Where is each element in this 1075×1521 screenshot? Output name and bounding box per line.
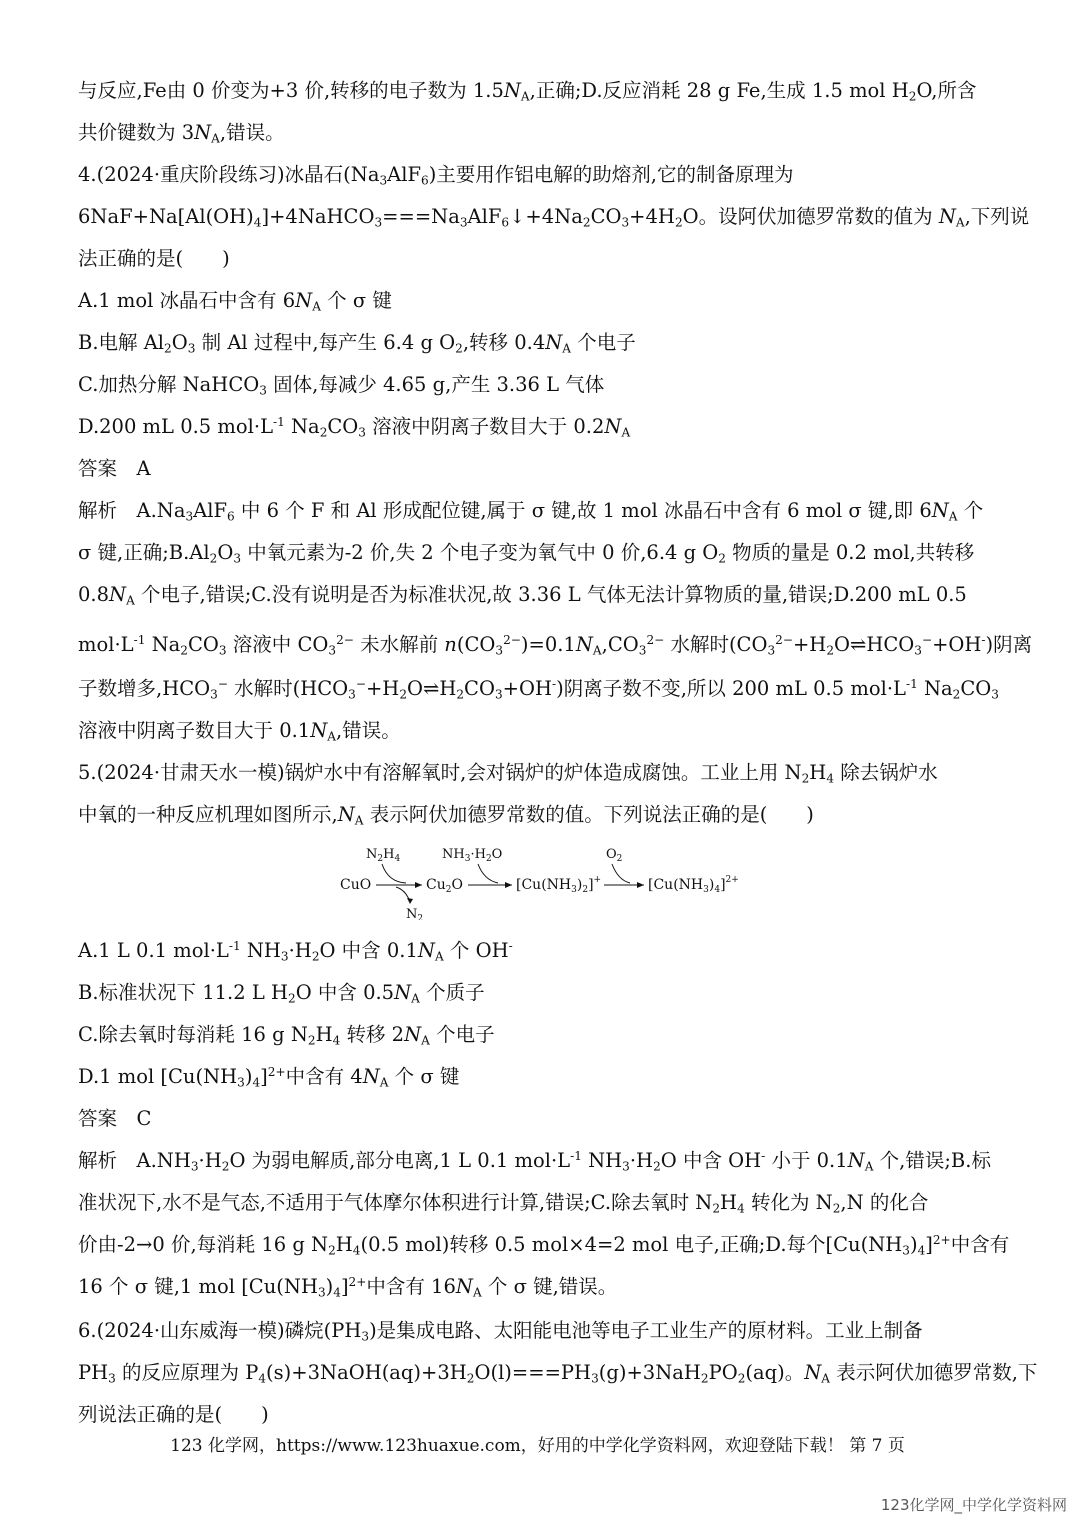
arrow-head-3 [637,882,644,888]
text-line: D.1 mol $[Cu(NH_3)_4]^{2+}$中含有 $4N_A$ 个 σ 键 [78,1064,460,1090]
text-line: 共价键数为 $3N_A$,错误。 [78,121,285,146]
text-line: 答案 C [78,1107,152,1130]
diagram-cu2o: $Cu_2O$ [426,877,463,895]
diagram-cu-nh3-2: $[Cu(NH_3)_2]^+$ [516,875,602,895]
text-line: $mol\cdot L^{-1}$ $Na_2CO_3$ 溶液中 $CO_3^{2-}$ 未水解前 $n(CO_3^{2-})=0.1N_A,CO_3^{2-}$ 水解时$(CO_3^{2-}+H_2O\rightleftharpoons HCO_3^-+OH^-)$阴离 [78,632,1033,658]
diagram-n2h4: $N_2H_4$ [366,847,401,864]
site-watermark: 123化学网_中学化学资料网 [880,1496,1067,1514]
curve-o2-in [612,864,630,883]
text-line: 法正确的是( ) [78,247,230,270]
text-line: C.除去氧时每消耗 16 g $N_2H_4$ 转移 $2N_A$ 个电子 [78,1023,495,1048]
diagram-nh3-h2o: $NH_3\cdot H_2O$ [442,847,503,864]
text-line: 中氧的一种反应机理如图所示$,N_A$ 表示阿伏加德罗常数的值。下列说法正确的是( ) [78,803,814,828]
curve-n2h4-in [382,864,406,883]
text-line: 16 个 σ 键,1 mol $[Cu(NH_3)_4]^{2+}$中含有 $16N_A$ 个 σ 键,错误。 [78,1274,618,1300]
text-line: $6NaF+Na[Al(OH)_4]+4NaHCO_3===Na_3AlF_6↓+4Na_2CO_3+4H_2O$。设阿伏加德罗常数的值为 $N_A$,下列说 [78,205,1030,230]
curve-nh3-in [478,864,498,883]
reaction-mechanism-diagram [330,838,750,920]
curve-head-n2 [407,898,413,904]
text-line: 答案 A [78,457,151,480]
diagram-o2: $O_2$ [606,847,623,864]
arrow-head-1 [415,882,422,888]
text-line: 价由-2→0 价,每消耗 16 g $N_2H_4(0.5$ mol)转移 0.5 mol×4=2 mol 电子,正确;D.每个$[Cu(NH_3)_4]^{2+}$中含有 [78,1232,1010,1258]
diagram-n2: $N_2$ [406,907,424,920]
text-line: 子数增多$,HCO_3^-$ 水解时$(HCO_3^-+H_2O\rightleftharpoons H_2CO_3+OH^-)$阴离子数不变,所以 200 mL 0.5 $mol\cdot L^{-1}$ $Na_2CO_3$ [78,676,999,702]
text-line: 6.(2024·山东威海一模)磷烷$(PH_3)$是集成电路、太阳能电池等电子工业生产的原材料。工业上制备 [78,1319,923,1344]
text-line: B.标准状况下 11.2 L $H_2O$ 中含 $0.5N_A$ 个质子 [78,981,485,1006]
arrow-head-2 [505,882,512,888]
text-line: 解析 $A.Na_3AlF_6$ 中 6 个 F 和 Al 形成配位键,属于 σ 键,故 1 mol 冰晶石中含有 6 mol σ 键,即 $6N_A$ 个 [78,499,984,524]
diagram-cuo: CuO [340,877,372,893]
text-line: 溶液中阴离子数目大于 $0.1N_A$,错误。 [78,719,401,744]
text-line: $0.8N_A$ 个电子,错误;C.没有说明是否为标准状况,故 3.36 L 气体无法计算物质的量,错误;D.200 mL 0.5 [78,583,967,608]
text-line: D.200 mL 0.5 $mol\cdot L^{-1}$ $Na_2CO_3$ 溶液中阴离子数目大于 $0.2N_A$ [78,414,631,440]
page-footer: 123 化学网，https://www.123huaxue.com，好用的中学化学资料网，欢迎登陆下载！ 第 7 页 [170,1436,905,1456]
text-line: σ 键,正确$;B.Al_2O_3$ 中氧元素为-2 价,失 2 个电子变为氧气中 0 价,6.4 g $O_2$ 物质的量是 0.2 mol,共转移 [78,541,975,566]
text-line: 准状况下,水不是气态,不适用于气体摩尔体积进行计算,错误;C.除去氧时 $N_2H_4$ 转化为 $N_2,N$ 的化合 [78,1191,929,1216]
text-line: A.1 L 0.1 $mol\cdot L^{-1}$ $NH_3\cdot H_2O$ 中含 $0.1N_A$ 个 OH- [78,938,513,964]
text-line: 与反应,Fe由 0 价变为+3 价,转移的电子数为 $1.5N_A$,正确;D.反应消耗 28 g Fe,生成 1.5 mol $H_2O$,所含 [78,79,977,104]
text-line: A.1 mol 冰晶石中含有 $6N_A$ 个 σ 键 [78,289,392,314]
text-line: B.电解 $Al_2O_3$ 制 Al 过程中,每产生 6.4 g $O_2$,转移 $0.4N_A$ 个电子 [78,331,636,356]
diagram-cu-nh3-4: $[Cu(NH_3)_4]^{2+}$ [648,875,739,895]
text-line: 解析 $A.NH_3\cdot H_2O$ 为弱电解质,部分电离,1 L 0.1 $mol\cdot L^{-1}$ $NH_3\cdot H_2O$ 中含 OH- 小于 $0.1N_A$ 个,错误;B.标 [78,1148,991,1174]
text-line: 列说法正确的是( ) [78,1403,269,1426]
text-line: 4.(2024·重庆阶段练习)冰晶石$(Na_3AlF_6)$主要用作铝电解的助熔剂,它的制备原理为 [78,163,794,188]
text-line: 5.(2024·甘肃天水一模)锅炉水中有溶解氧时,会对锅炉的炉体造成腐蚀。工业上用 $N_2H_4$ 除去锅炉水 [78,761,938,786]
text-line: C.加热分解 NaHCO$_3$ 固体,每减少 4.65 g,产生 3.36 L 气体 [78,373,605,398]
text-line: $PH_3$ 的反应原理为 $P_4(s)+3NaOH(aq)+3H_2O(l)===PH_3(g)+3NaH_2PO_2(aq)$。$N_A$ 表示阿伏加德罗常数,下 [78,1361,1038,1386]
